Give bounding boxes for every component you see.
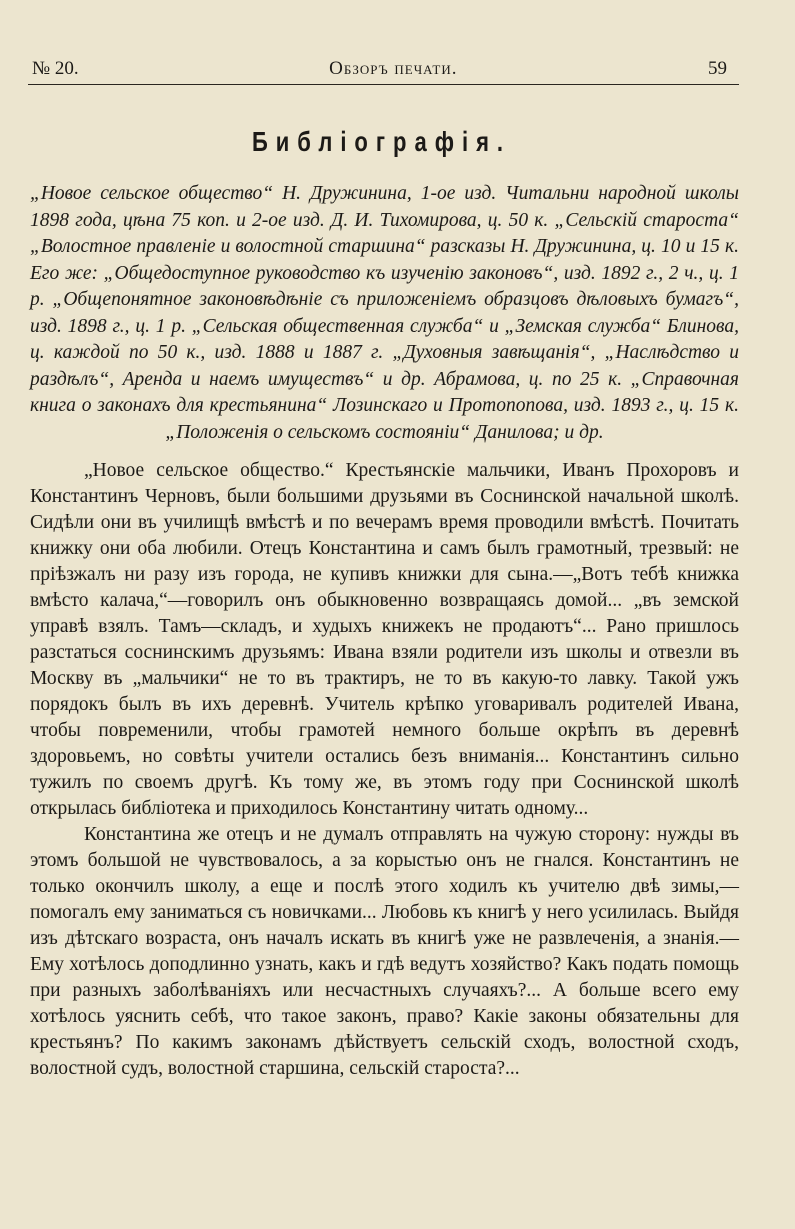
section-heading: Библіографія. bbox=[251, 125, 512, 157]
bibliography-entry: „Новое сельское общество“ Н. Дружинина, 1-ое изд. Читальни народной школы 1898 года, цѣна 75 коп. и 2-ое изд. Д. И. Тихомирова, ц. 50 к. „Сельскій староста“ „Волостное правленіе и волостной старшина“ разсказы Н. Дружинина, ц. 10 и 15 к. Его же: „Общедоступное руководство къ изученію законовъ“, изд. 1892 г., 2 ч., ц. 1 р. „Общепонятное законовѣдѣніе съ приложеніемъ образцовъ дѣловыхъ бумагъ“, изд. 1898 г., ц. 1 р. „Сельская общественная служба“ и „Земская служба“ Блинова, ц. каждой по 50 к., изд. 1888 и 1887 г. „Духовныя завѣщанія“, „Наслѣдство и раздѣлъ“, Аренда и наемъ имуществъ“ и др. Абрамова, ц. по 25 к. „Справочная книга о законахъ для крестьянина“ Лозинскаго и Протопопова, изд. 1893 г., ц. 15 к. „Положенія о сельскомъ состояніи“ Данилова; и др. bbox=[30, 183, 739, 443]
page-number: 59 bbox=[708, 58, 727, 79]
paragraph: „Новое сельское общество.“ Крестьянскіе мальчики, Иванъ Прохоровъ и Константинъ Черновъ, были большими друзьями въ Соснинской начальной школѣ. Сидѣли они въ училищѣ вмѣстѣ и по вечерамъ время проводили вмѣстѣ. Почитать книжку они оба любили. Отецъ Константина и самъ былъ грамотный, трезвый: не пріѣзжалъ ни разу изъ города, не купивъ книжки для сына.—„Вотъ тебѣ книжка вмѣсто калача,“—говорилъ онъ обыкновенно возвращаясь домой... „въ земской управѣ взялъ. Тамъ—складъ, и худыхъ книжекъ не продаютъ“... Рано пришлось разстаться соснинскимъ друзьямъ: Ивана взяли родители изъ школы и отвезли въ Москву въ „мальчики“ не то въ трактиръ, не то въ какую-то лавку. Такой ужъ порядокъ былъ въ ихъ деревнѣ. Учитель крѣпко уговаривалъ родителей Ивана, чтобы повременили, чтобы грамотей немного больше окрѣпъ въ деревнѣ здоровьемъ, но совѣты учители остались безъ вниманія... Константинъ сильно тужилъ по своемъ другѣ. Къ тому же, въ этомъ году при Соснинской школѣ открылась библіотека и приходилось Константину читать одному... bbox=[30, 460, 739, 819]
running-header bbox=[28, 58, 739, 85]
issue-number: № 20. bbox=[32, 58, 79, 79]
journal-section-title: Обзоръ печати. bbox=[329, 58, 458, 79]
paragraph: Константина же отецъ и не думалъ отправлять на чужую сторону: нужды въ этомъ большой не чувствовалось, а за корыстью онъ не гнался. Константинъ не только окончилъ школу, а еще и послѣ этого ходилъ къ учителю двѣ зимы,—помогалъ ему заниматься съ новичками... Любовь къ книгѣ у него усилилась. Выйдя изъ дѣтскаго возраста, онъ началъ искать въ книгѣ уже не развлеченія, а знанія.—Ему хотѣлось доподлинно узнать, какъ и гдѣ ведутъ хозяйство? Какъ подать помощь при разныхъ заболѣваніяхъ или несчастныхъ случаяхъ?... А больше всего ему хотѣлось уяснить себѣ, что такое законъ, право? Какіе законы обязательны для крестьянъ? По какимъ законамъ дѣйствуетъ сельскій сходъ, волостной сходъ, волостной судъ, волостной старшина, сельскій староста?... bbox=[30, 824, 739, 1079]
article-body bbox=[30, 458, 739, 1082]
